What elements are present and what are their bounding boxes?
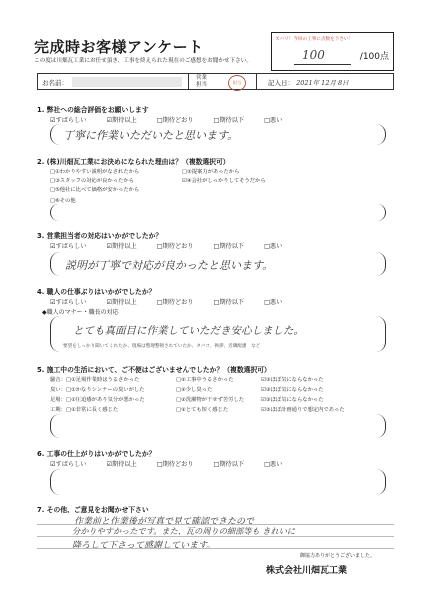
q7-rule-2: [37, 536, 394, 537]
divider: [188, 74, 189, 89]
question-5: 5. 施工中の生活において、ご不便はございませんでしたか？（複数選択可）: [37, 366, 271, 374]
staff-label-line2: 担当: [196, 82, 208, 88]
score-box: [271, 32, 394, 71]
q4-opt-excellent[interactable]: ☑すばらしい: [50, 299, 87, 306]
score-prompt: ズバリ！今回の工事に点数を下さい！: [275, 37, 354, 42]
q2-other-box[interactable]: [50, 204, 386, 221]
q6-comment-box[interactable]: [50, 469, 386, 495]
customer-info-bar: [37, 73, 394, 90]
q4-note: 要望をしっかり聞いてくれたか、現場は整理整頓されていたか、タバコ、挨拶、近隣配慮 など: [63, 344, 261, 349]
q5-scaffold-opt3[interactable]: ☑③ほぼ気にならなかった: [261, 397, 324, 403]
q5-scaffold-opt2[interactable]: □②洗濯物が干せず苦労した: [176, 397, 245, 403]
q2-choice-4[interactable]: ☑④会社がしっかりしてそうだから: [182, 178, 266, 184]
q7-answer-line-3: 降ろして下さって感謝しています。: [72, 541, 216, 551]
q1-opt-excellent[interactable]: ☑すばらしい: [50, 117, 87, 124]
question-6: 6. 工事の仕上がりはいかがでしたか？: [37, 450, 156, 458]
name-label: お名前：: [42, 79, 68, 87]
q5-noise-opt1[interactable]: □①足場作業時はうるさかった: [66, 377, 140, 383]
q3-opt-below[interactable]: □期待以下: [213, 243, 245, 250]
q2-choice-5[interactable]: □⑤他社に比べて価格が安かったから: [50, 187, 140, 193]
thanks-text: 御協力ありがとうございました。: [300, 553, 376, 559]
q7-answer-box[interactable]: [50, 513, 386, 553]
q5-period-opt3[interactable]: ☑③ほぼ計画通りで想定内であった: [261, 407, 345, 413]
q2-choice-6[interactable]: □⑥その他: [50, 198, 76, 204]
q5-smell-label: 臭い：: [50, 387, 66, 393]
q5-noise-opt3[interactable]: ☑③ほぼ気にならなかった: [261, 377, 324, 383]
q1-opt-expected[interactable]: □期待どおり: [156, 117, 194, 124]
score-value: 100: [302, 48, 325, 62]
q5-period-label: 工期：: [50, 407, 66, 413]
divider: [256, 74, 257, 89]
q3-opt-above[interactable]: ☑期待以上: [106, 243, 137, 250]
score-underline: [294, 64, 351, 65]
question-7: 7. その他、ご意見をお聞かせ下さい: [37, 506, 149, 514]
q4-opt-below[interactable]: □期待以下: [213, 299, 245, 306]
question-4: 4. 職人の仕事ぶりはいかがでしたか？: [37, 288, 156, 296]
q1-opt-bad[interactable]: □悪い: [264, 117, 283, 124]
stamp-text: 担当: [233, 80, 241, 85]
q6-opt-above[interactable]: ☑期待以上: [106, 461, 137, 468]
q5-smell-opt1[interactable]: □①かなりシンナーの臭いがした: [66, 387, 145, 393]
staff-label: [196, 75, 207, 89]
q4-answer: とても真面目に作業していただき安心しました。: [73, 325, 304, 337]
company-name: 株式会社川畑瓦工業: [266, 566, 348, 576]
date-label: 記入日：: [268, 79, 294, 87]
q1-answer: 丁寧に作業いただいたと思います。: [63, 129, 239, 142]
q4-subheading: ◆職人のマナー・職長の対応: [42, 309, 119, 316]
q6-opt-below[interactable]: □期待以下: [213, 461, 245, 468]
q5-scaffold-label: 足場：: [50, 397, 66, 403]
q6-opt-expected[interactable]: □期待どおり: [156, 461, 194, 468]
q5-period-opt1[interactable]: □①非常に長く感じた: [66, 407, 119, 413]
q4-opt-above[interactable]: ☑期待以上: [106, 299, 137, 306]
q4-opt-bad[interactable]: □悪い: [264, 299, 283, 306]
q3-answer: 説明が丁寧で対応が良かったと思います。: [65, 259, 274, 272]
date-value: 2021年 12月 8日: [296, 79, 349, 87]
q3-answer-box[interactable]: [50, 252, 386, 276]
q3-opt-excellent[interactable]: ☑すばらしい: [50, 243, 87, 250]
q2-choice-2[interactable]: □②提案力があったから: [182, 169, 240, 175]
q2-choice-1[interactable]: □①わかりやすい説明がなされたから: [50, 169, 140, 175]
q7-answer-line-2: 分かりやすかったです。また、瓦の周りの細部等も きれいに: [72, 526, 296, 536]
q5-noise-opt2[interactable]: □②工事中うるさかった: [176, 377, 234, 383]
q3-options: [50, 241, 300, 250]
q1-options: [50, 115, 300, 124]
q2-choice-3[interactable]: □③スタッフの対応が良かったから: [50, 178, 134, 184]
q5-scaffold-opt1[interactable]: □①圧迫感があり気分が悪かった: [66, 397, 145, 403]
question-1: 1. 弊社への総合評価をお願いします: [37, 106, 149, 114]
q5-period-opt2[interactable]: □②とても短く感じた: [176, 407, 229, 413]
q7-rule-1: [37, 524, 394, 525]
q5-smell-opt3[interactable]: ☑③ほぼ気にならなかった: [261, 387, 324, 393]
score-suffix: /100点: [359, 52, 389, 62]
q6-opt-bad[interactable]: □悪い: [264, 461, 283, 468]
q6-options: [50, 459, 300, 468]
question-3: 3. 営業担当者の対応はいかがでしたか？: [37, 232, 163, 240]
q5-comment-box[interactable]: [50, 414, 386, 438]
q7-answer-line-1: 作業前と作業後が写真で見て確認できたので: [74, 517, 255, 527]
q1-opt-below[interactable]: □期待以下: [213, 117, 245, 124]
q3-opt-expected[interactable]: □期待どおり: [156, 243, 194, 250]
q4-answer-box[interactable]: [50, 316, 386, 352]
q5-smell-opt2[interactable]: □②少し臭った: [176, 387, 213, 393]
q1-answer-box[interactable]: [50, 124, 386, 145]
q4-opt-expected[interactable]: □期待どおり: [156, 299, 194, 306]
staff-stamp: [228, 75, 246, 91]
name-redacted: [72, 77, 182, 87]
q4-options: [50, 297, 300, 306]
q3-opt-bad[interactable]: □悪い: [264, 243, 283, 250]
q1-opt-above[interactable]: ☑期待以上: [106, 117, 137, 124]
question-2: 2. (株)川畑瓦工業にお決めになられた理由は？（複数選択可）: [37, 158, 230, 166]
q6-opt-excellent[interactable]: ☑すばらしい: [50, 461, 87, 468]
date-field: [268, 78, 349, 87]
q7-rule-3: [37, 548, 394, 549]
q5-noise-label: 騒音：: [50, 377, 66, 383]
page-title: 完成時お客様アンケート: [34, 38, 204, 56]
staff-label-line1: 営業: [196, 75, 208, 81]
intro-text: この度は川畑瓦工業にお任せ頂き、工事を終えられた現在のご感想をお聞かせ下さい。: [34, 58, 252, 64]
